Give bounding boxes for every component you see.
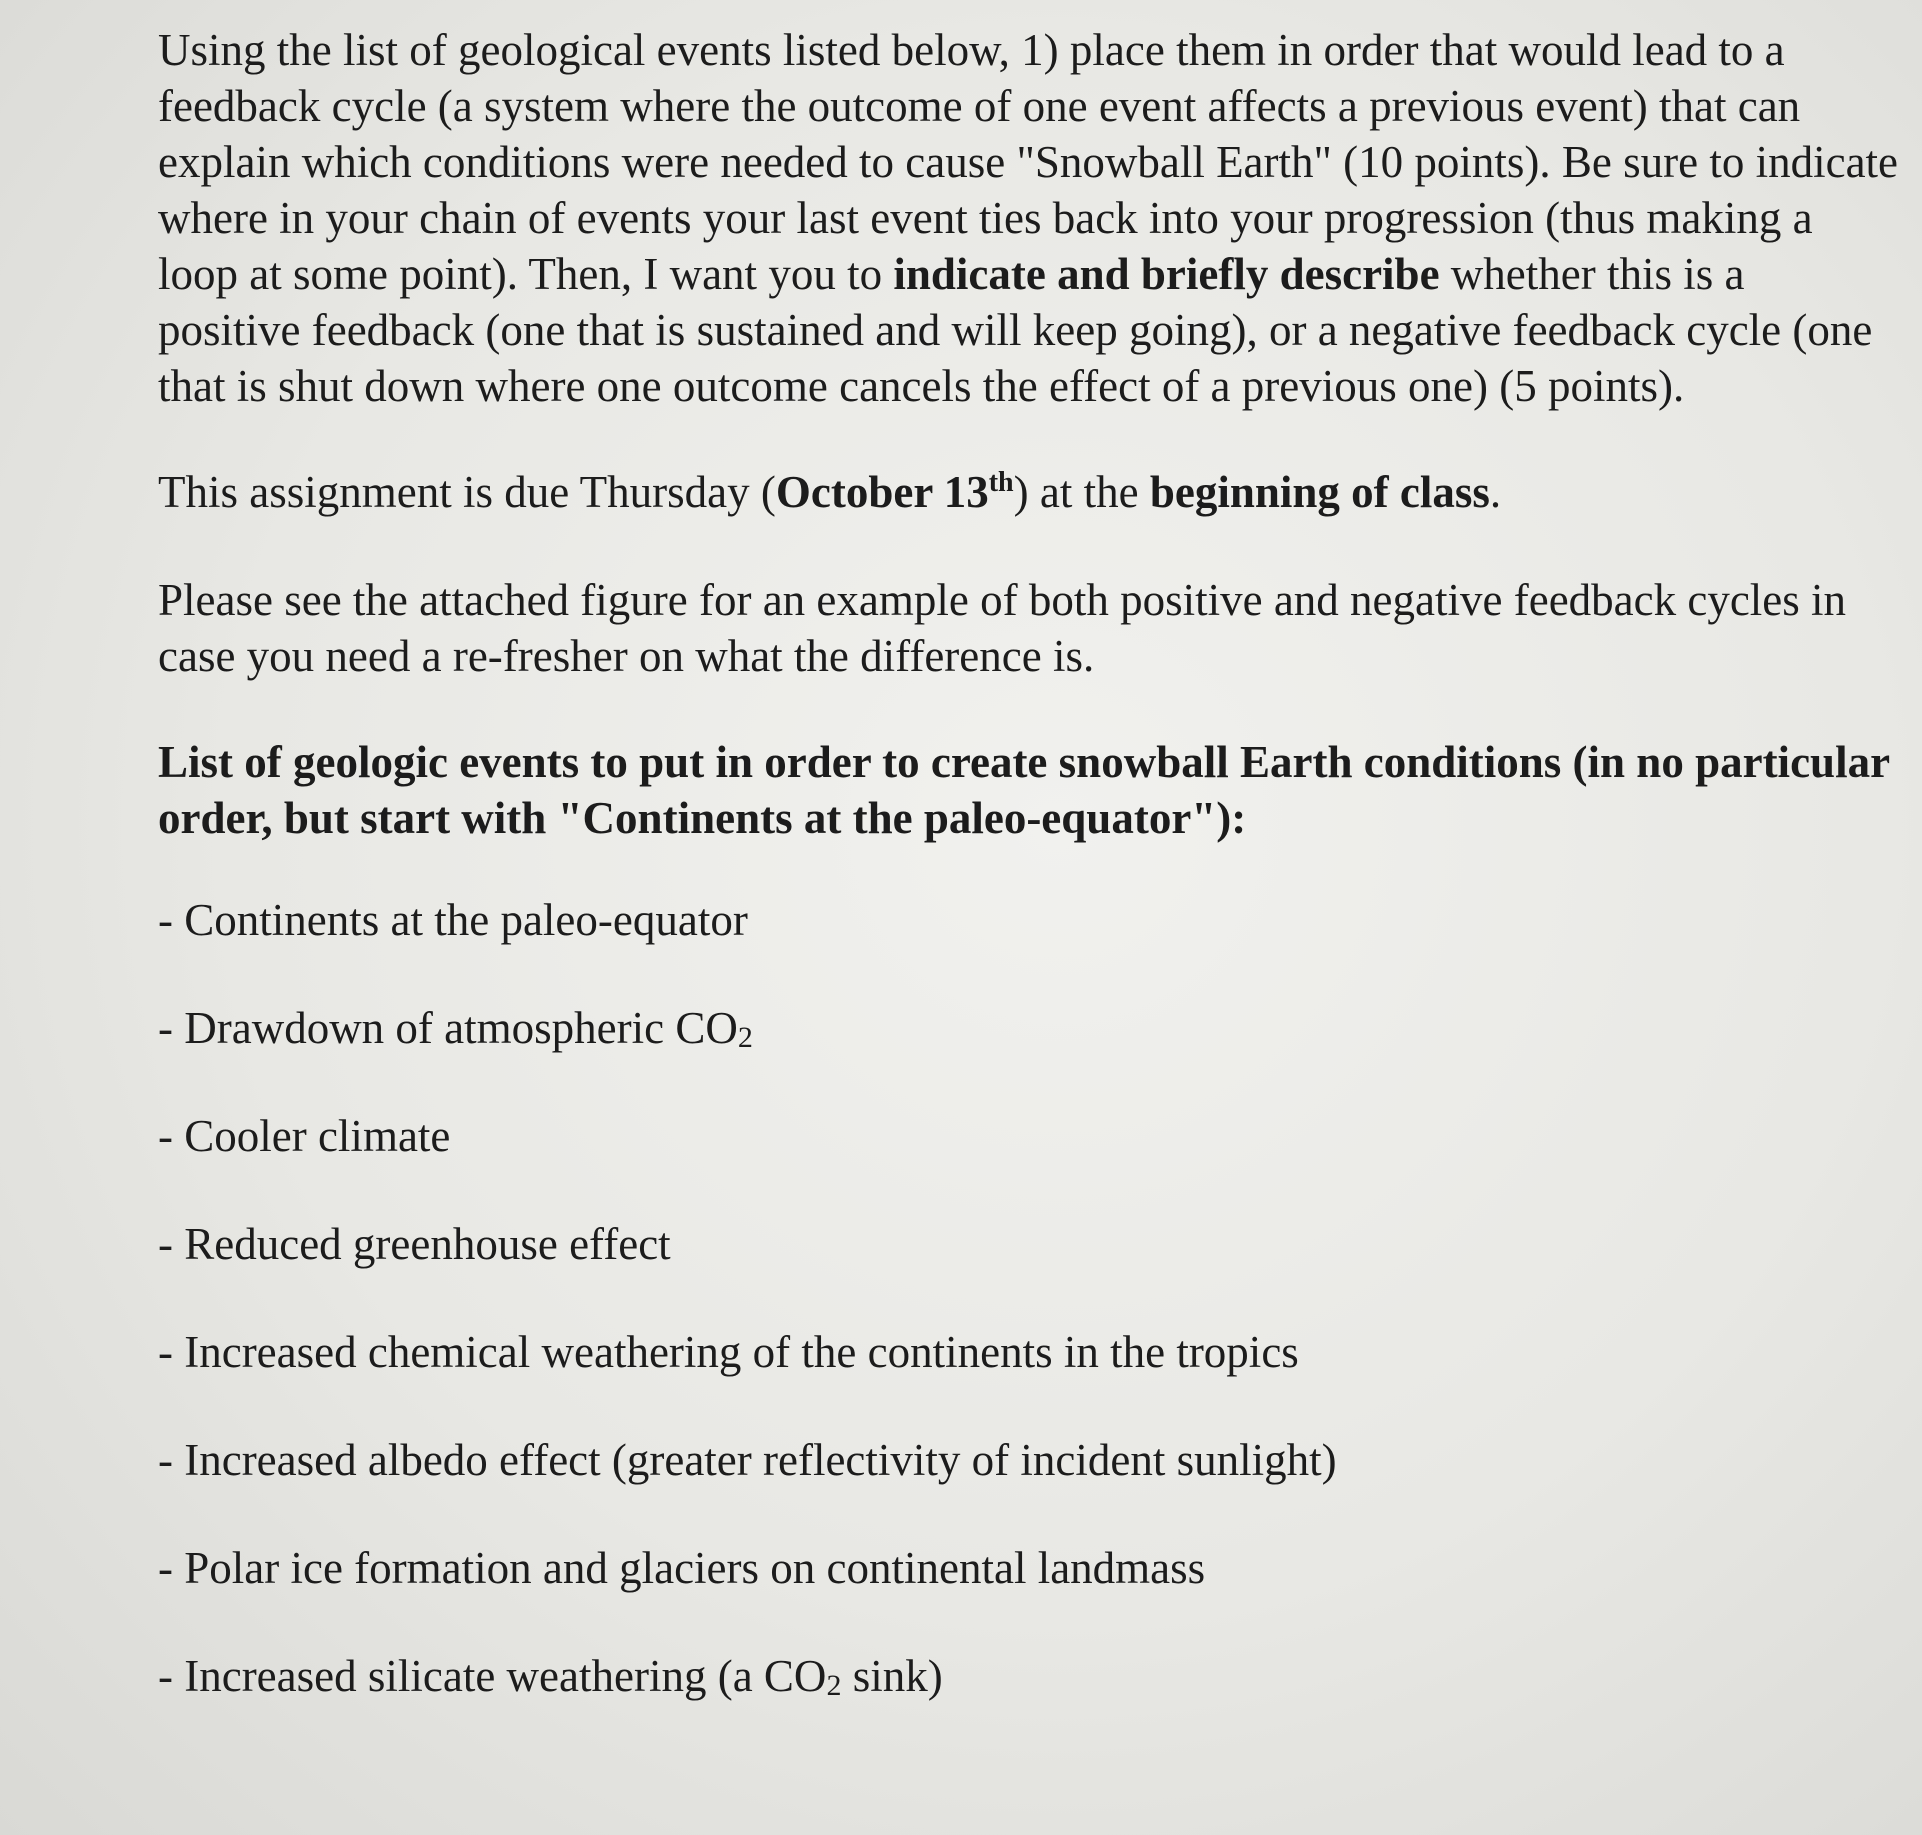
instructions-text: Using the list of geological events listed below, 1) place them in order that would lead to a feedback cycle (a system where the outcome of one event affects a previous event) that can explain which conditions were needed to cause "Snowball Earth" (10 points). Be sure to indicate where in your chain of events your last event ties back into your progression (thus making a loop at some point). Then, I want you to bbox=[158, 25, 1899, 299]
due-date-paragraph bbox=[158, 464, 1898, 520]
subscript: 2 bbox=[826, 1669, 842, 1702]
instructions-bold-text: indicate and briefly describe bbox=[893, 249, 1440, 299]
list-item: - Polar ice formation and glaciers on continental landmass bbox=[158, 1543, 1206, 1593]
due-end: . bbox=[1489, 467, 1502, 517]
assignment-document bbox=[158, 10, 1898, 1756]
due-date-suffix: th bbox=[988, 467, 1014, 498]
event-list bbox=[158, 892, 1898, 1704]
subscript: 2 bbox=[737, 1021, 753, 1054]
see-figure-paragraph: Please see the attached figure for an example of both positive and negative feedback cycles in case you need a re-fresher on what the difference is. bbox=[158, 575, 1847, 681]
due-time: beginning of class bbox=[1149, 467, 1490, 517]
list-item: - Increased albedo effect (greater reflectivity of incident sunlight) bbox=[158, 1435, 1337, 1485]
due-middle: ) at the bbox=[1013, 467, 1150, 517]
instructions-paragraph bbox=[158, 22, 1898, 414]
list-item: - Reduced greenhouse effect bbox=[158, 1219, 671, 1269]
event-list-heading: List of geologic events to put in order to create snowball Earth conditions (in no particular order, but start with "Continents at the paleo-equator"): bbox=[158, 737, 1890, 843]
list-item: - Continents at the paleo-equator bbox=[158, 895, 748, 945]
list-item: - Drawdown of atmospheric $CO_2$ bbox=[158, 1003, 753, 1054]
list-item: - Increased chemical weathering of the continents in the tropics bbox=[158, 1327, 1299, 1377]
due-date: October 13th bbox=[775, 467, 1014, 517]
list-item: - Cooler climate bbox=[158, 1111, 451, 1161]
list-item: - Increased silicate weathering (a $CO_2$ sink) bbox=[158, 1651, 943, 1702]
instructions-text-end: whether this is a positive feedback (one that is sustained and will keep going), or a negative feedback cycle (one that is shut down where one outcome cancels the effect of a previous one) (5 points). bbox=[158, 249, 1873, 411]
due-prefix: This assignment is due Thursday ( bbox=[158, 467, 776, 517]
